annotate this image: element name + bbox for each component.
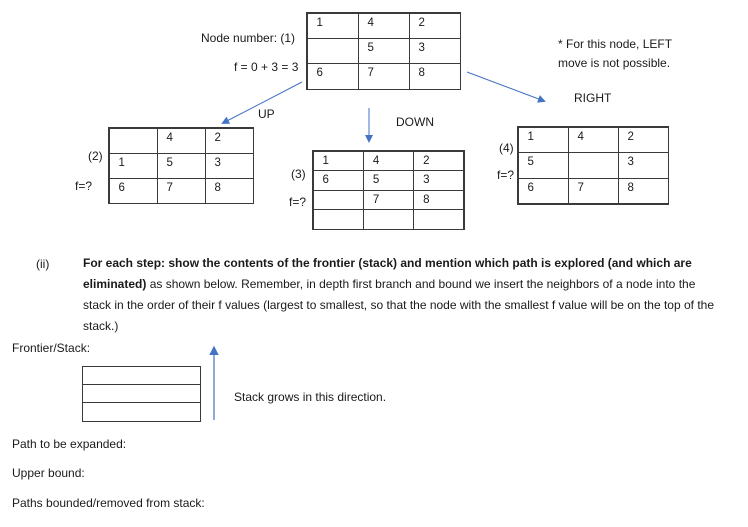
puzzle-tile-number: 8 bbox=[627, 181, 634, 194]
node-3-f: f=? bbox=[289, 195, 307, 209]
node-2-f: f=? bbox=[75, 179, 93, 193]
upper-bound-label: Upper bound: bbox=[12, 466, 85, 480]
puzzle-tile-number: 8 bbox=[418, 67, 425, 80]
question-bold: For each step: show the contents of the frontier (stack) and mention which path is explored (and which are eliminated) bbox=[83, 256, 692, 291]
puzzle-tile-number: 3 bbox=[627, 156, 634, 169]
puzzle-tile-number: 8 bbox=[214, 181, 221, 194]
move-right-label: RIGHT bbox=[574, 91, 612, 105]
removed-paths-label: Paths bounded/removed from stack: bbox=[12, 496, 205, 510]
frontier-label: Frontier/Stack: bbox=[12, 341, 91, 355]
puzzle-tile-number: 1 bbox=[527, 130, 534, 143]
question-rest: as shown below. Remember, in depth first branch and bound we insert the neighbors of a node into the stack in the order of their f values (largest to smallest, so that the node with the smallest f value will be on the top of the stack.) bbox=[83, 277, 714, 333]
puzzle-tile-number: 5 bbox=[372, 174, 380, 186]
stack-direction-note: Stack grows in this direction. bbox=[234, 390, 387, 404]
puzzle-tile-number: 6 bbox=[118, 181, 125, 194]
move-down-label: DOWN bbox=[396, 115, 434, 129]
puzzle-tile-number: 4 bbox=[166, 131, 173, 144]
path-to-expand-label: Path to be expanded: bbox=[12, 437, 127, 451]
node-4-label: (4) bbox=[499, 141, 514, 155]
note-line-2: move is not possible. bbox=[558, 56, 671, 70]
puzzle-tile-number: 5 bbox=[166, 156, 173, 169]
question-number: (ii) bbox=[36, 257, 50, 271]
node-1-label: Node number: (1) bbox=[201, 31, 296, 45]
arrow-right bbox=[467, 72, 544, 101]
puzzle-tile-number: 2 bbox=[418, 16, 425, 29]
move-up-label: UP bbox=[258, 107, 275, 121]
puzzle-tile-number: 5 bbox=[527, 156, 534, 169]
puzzle-tile-number: 2 bbox=[214, 131, 221, 144]
stack-slot bbox=[83, 385, 200, 403]
node-3-label: (3) bbox=[291, 167, 306, 181]
puzzle-tile-number: 1 bbox=[316, 16, 323, 29]
puzzle-tile-number: 7 bbox=[372, 193, 380, 206]
puzzle-tile-number: 1 bbox=[118, 156, 125, 169]
puzzle-tile-number: 3 bbox=[214, 156, 221, 169]
puzzle-tile-number: 2 bbox=[627, 130, 634, 143]
puzzle-tile-number: 3 bbox=[423, 174, 430, 186]
stack-slot bbox=[83, 403, 200, 421]
puzzle-tile-number: 6 bbox=[316, 67, 323, 80]
puzzle-tile-number: 8 bbox=[423, 193, 430, 206]
puzzle-tile-number: 4 bbox=[577, 130, 584, 143]
node-1-f-value: f = 0 + 3 = 3 bbox=[234, 60, 299, 74]
arrow-up bbox=[223, 82, 302, 123]
stack-slot bbox=[83, 367, 200, 385]
frontier-stack bbox=[82, 366, 201, 422]
puzzle-tile-number: 7 bbox=[577, 181, 584, 194]
puzzle-tile-number: 7 bbox=[166, 181, 173, 194]
puzzle-tile-number: 6 bbox=[322, 174, 329, 186]
node-2-label: (2) bbox=[88, 149, 103, 163]
puzzle-tile-number: 2 bbox=[423, 154, 430, 167]
puzzle-tile-number: 6 bbox=[527, 181, 534, 194]
puzzle-tile-number: 3 bbox=[418, 41, 425, 54]
puzzle-tile-number: 1 bbox=[322, 154, 329, 167]
puzzle-tile-number: 5 bbox=[367, 41, 374, 54]
note-line-1: * For this node, LEFT bbox=[558, 37, 673, 51]
puzzle-tile-number: 4 bbox=[372, 154, 380, 167]
puzzle-tile-number: 7 bbox=[367, 67, 374, 80]
puzzle-tile-number: 4 bbox=[367, 16, 374, 29]
node-4-f: f=? bbox=[497, 168, 515, 182]
question-text bbox=[83, 253, 723, 337]
